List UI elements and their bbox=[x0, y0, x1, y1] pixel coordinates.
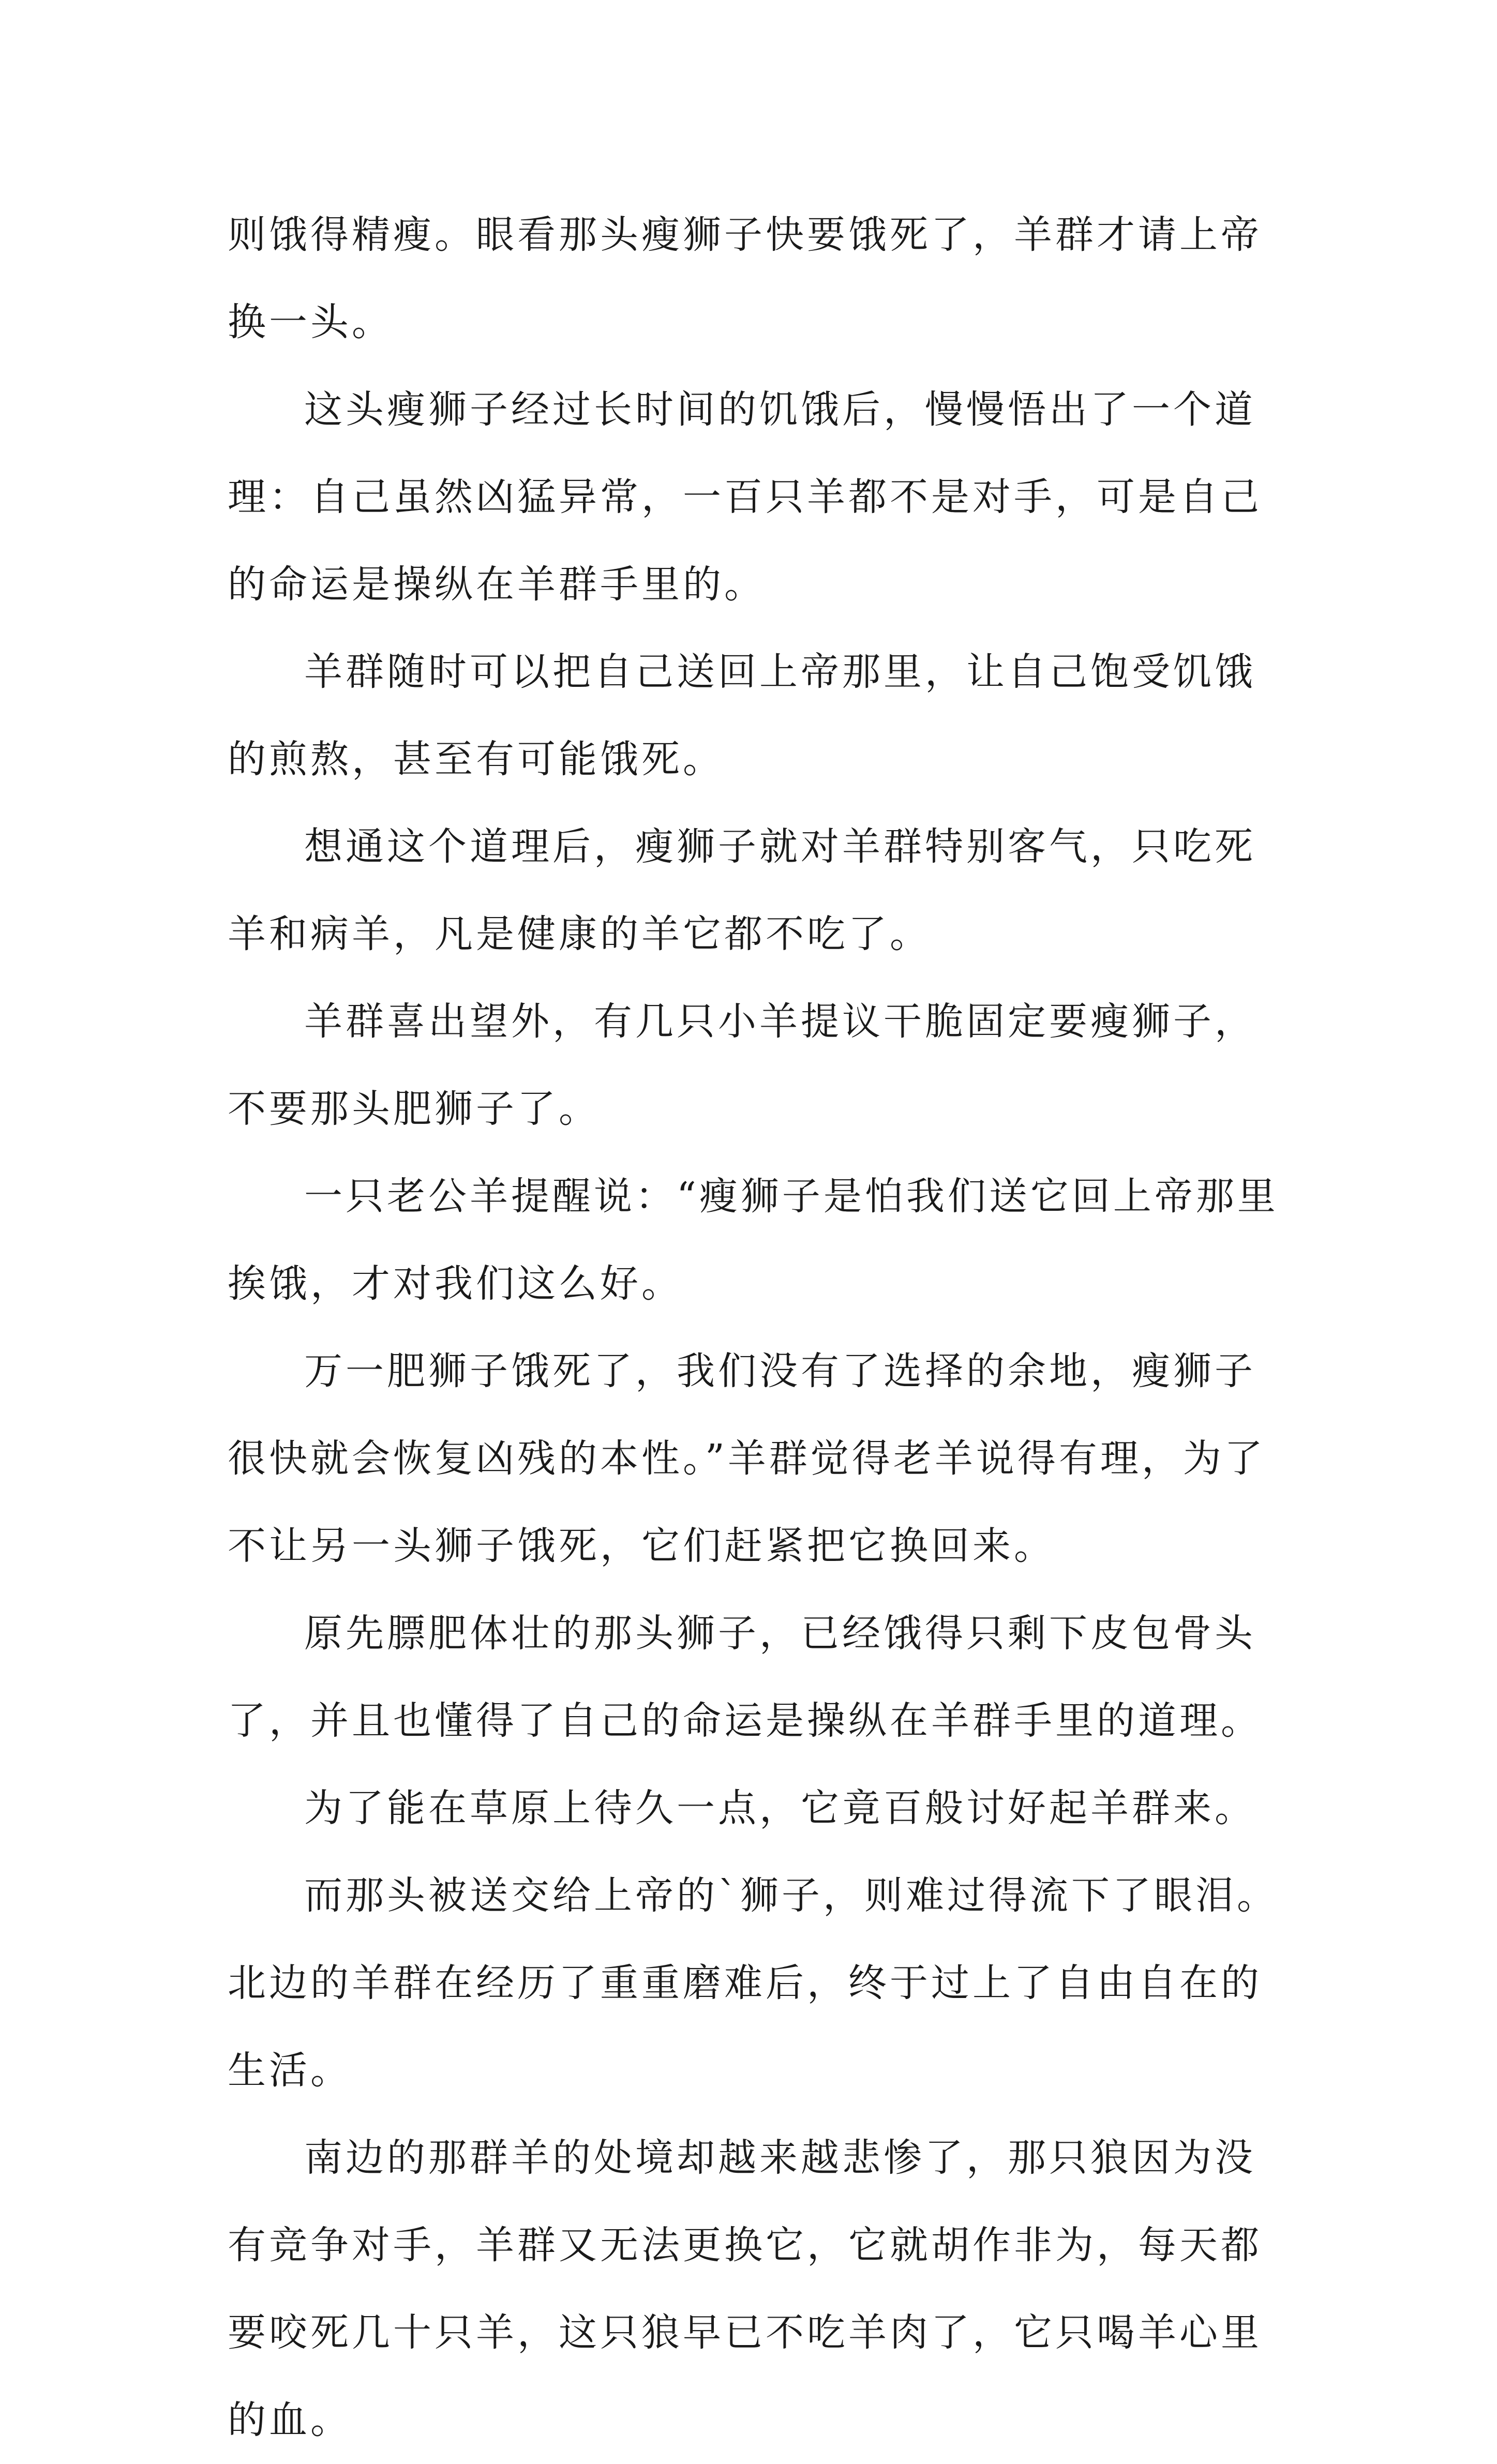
body-text bbox=[228, 191, 1283, 2464]
paragraph-10: 而那头被送交给上帝的`狮子，则难过得流下了眼泪。北边的羊群在经历了重重磨难后，终于过上了自由自在的生活。 bbox=[228, 1873, 1278, 2093]
paragraph-1: 则饿得精瘦。眼看那头瘦狮子快要饿死了，羊群才请上帝换一头。 bbox=[228, 213, 1262, 344]
paragraph-5: 羊群喜出望外，有几只小羊提议干脆固定要瘦狮子，不要那头肥狮子了。 bbox=[228, 999, 1256, 1131]
paragraph-7: 万一肥狮子饿死了，我们没有了选择的余地，瘦狮子很快就会恢复凶残的本性。”羊群觉得老羊说得有理，为了不让另一头狮子饿死，它们赶紧把它换回来。 bbox=[228, 1349, 1266, 1568]
paragraph-9: 为了能在草原上待久一点，它竟百般讨好起羊群来。 bbox=[304, 1786, 1256, 1830]
paragraph-3: 羊群随时可以把自己送回上帝那里，让自己饱受饥饿的煎熬，甚至有可能饿死。 bbox=[228, 650, 1256, 782]
paragraph-8: 原先膘肥体壮的那头狮子，已经饿得只剩下皮包骨头了，并且也懂得了自己的命运是操纵在羊群手里的道理。 bbox=[228, 1611, 1262, 1743]
paragraph-11: 南边的那群羊的处境却越来越悲惨了，那只狼因为没有竞争对手，羊群又无法更换它，它就胡作非为，每天都要咬死几十只羊，这只狼早已不吃羊肉了，它只喝羊心里的血。 bbox=[228, 2136, 1262, 2442]
paragraph-4: 想通这个道理后，瘦狮子就对羊群特别客气，只吃死羊和病羊，凡是健康的羊它都不吃了。 bbox=[228, 824, 1256, 956]
paragraph-6: 一只老公羊提醒说：“瘦狮子是怕我们送它回上帝那里挨饿，才对我们这么好。 bbox=[228, 1174, 1279, 1306]
paragraph-2: 这头瘦狮子经过长时间的饥饿后，慢慢悟出了一个道理：自己虽然凶猛异常，一百只羊都不是对手，可是自己的命运是操纵在羊群手里的。 bbox=[228, 387, 1262, 607]
